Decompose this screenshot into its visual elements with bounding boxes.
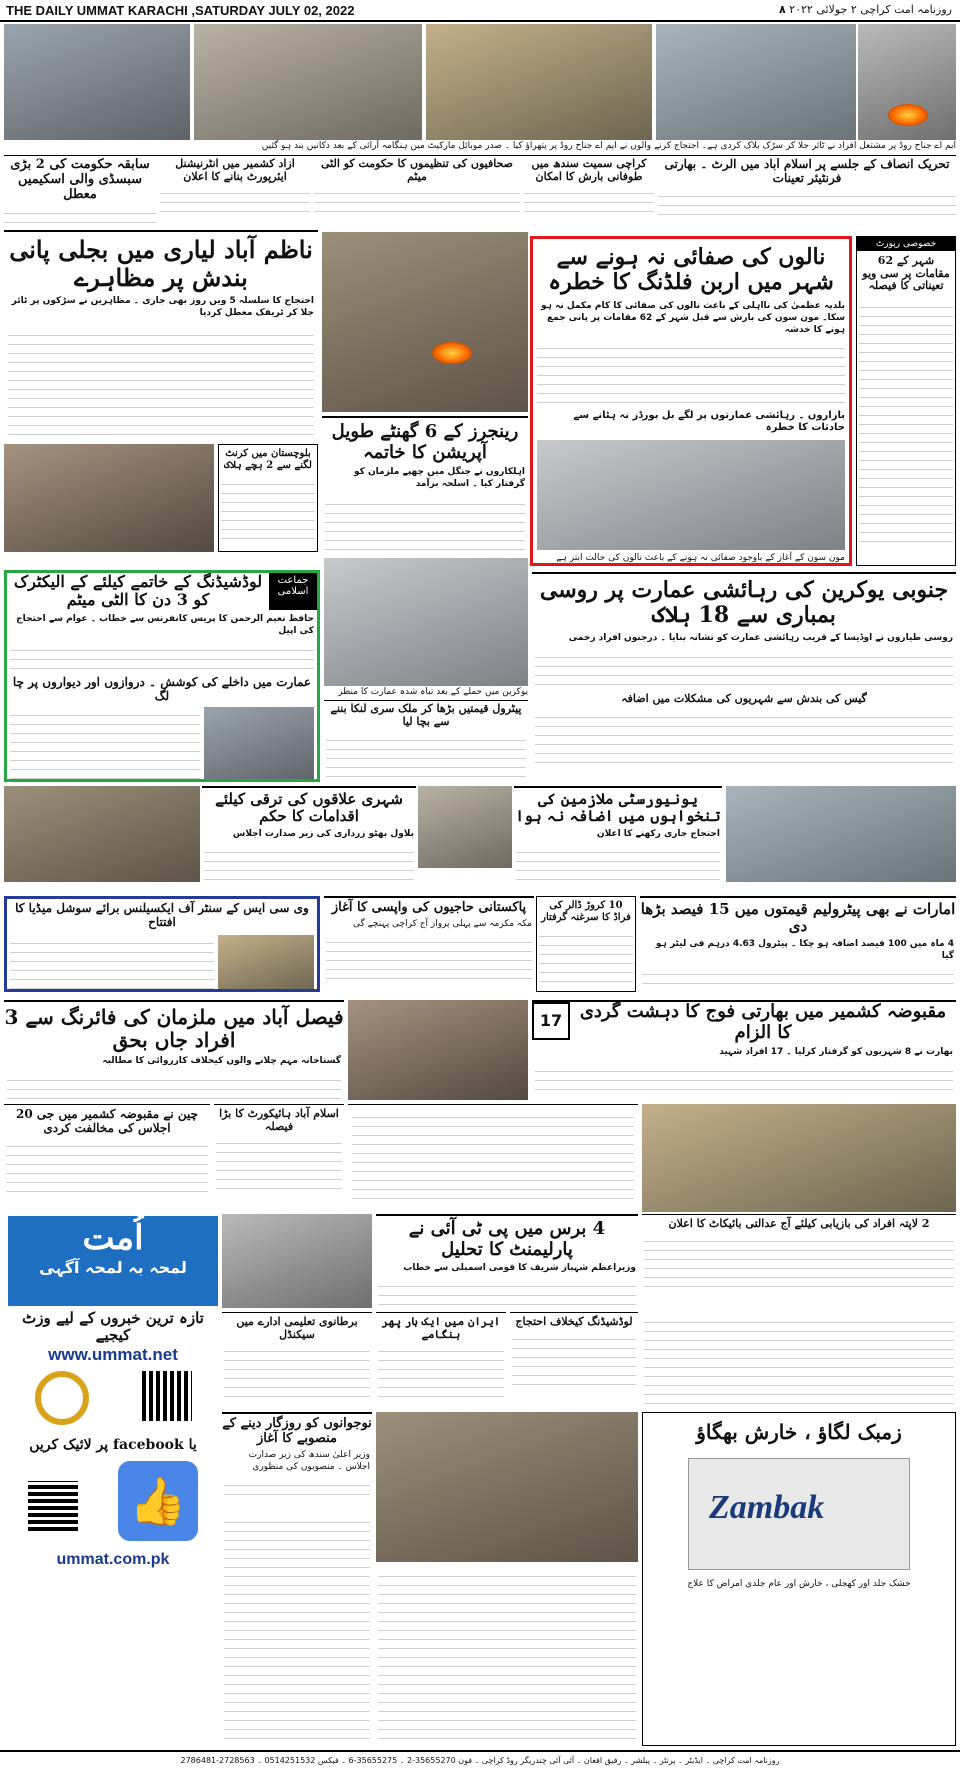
side-headline: گیس کی بندش سے شہریوں کی مشکلات میں اضافہ xyxy=(621,691,867,705)
headline: شہری علاقوں کی ترقی کیلئے اقدامات کا حکم xyxy=(215,790,403,826)
headline: رینجرز کے 6 گھنٹے طویل آپریشن کا خاتمہ xyxy=(331,421,519,463)
ummat-ad-body xyxy=(8,1310,218,1746)
photo-destroyed-building xyxy=(324,558,528,686)
headline: 4 برس میں پی ٹی آئی نے پارلیمنٹ کا تحلیل xyxy=(408,1218,606,1260)
story-body xyxy=(859,299,953,549)
photo-protest-3 xyxy=(426,24,652,140)
story-kashmir xyxy=(532,1000,956,1100)
thumbs-up-icon: 👍 xyxy=(118,1461,198,1541)
short-story-subsidy: سابقہ حکومت کی 2 بڑی سبسڈی والی اسکیمیں معطل xyxy=(4,158,156,226)
story-petrol-srilanka: پیٹرول قیمتیں بڑھا کر ملک سری لنکا بننے سے بچا لیا xyxy=(324,700,528,782)
photo-bilawal xyxy=(418,786,512,868)
story-market xyxy=(348,1104,638,1210)
headline: فیصل آباد میں ملزمان کی فائرنگ سے 3 افراد جاں بحق xyxy=(4,1005,344,1052)
story-lower-right xyxy=(642,1312,956,1408)
zambak-title: زمبک لگاؤ ، خارش بھگاؤ xyxy=(696,1420,902,1444)
photo-ceremony xyxy=(218,935,314,991)
story-power-protest xyxy=(4,230,318,440)
photo-cattle-market xyxy=(348,1000,528,1100)
masthead xyxy=(0,0,960,22)
subheadline: 4 ماہ میں 100 فیصد اضافہ ہو چکا ۔ پیٹرول 4.63 درہم فی لیٹر ہو گیا xyxy=(655,938,954,961)
story-bilawal xyxy=(202,786,416,882)
subheadline: بھارت نے 8 شہریوں کو گرفتار کرلیا ۔ 17 افراد شہید xyxy=(719,1047,953,1058)
qr-code-icon xyxy=(28,1481,78,1531)
story-ihc: اسلام آباد ہائیکورٹ کا بڑا فیصلہ xyxy=(214,1104,344,1210)
page-number: ۸ xyxy=(778,3,786,16)
story-jamaat-ultimatum xyxy=(4,570,320,782)
subheadline: مکہ مکرمہ سے پہلی پرواز آج کراچی پہنچے گی xyxy=(352,918,532,929)
story-loadshedding: لوڈشیڈنگ کیخلاف احتجاج xyxy=(510,1312,638,1408)
story-urban-flooding xyxy=(530,236,852,566)
divider xyxy=(4,155,956,156)
zambak-caption: خشک جلد اور کھجلی ، خارش اور عام جلدی امراض کا علاج xyxy=(687,1579,911,1589)
short-story-pti-rally: تحریک انصاف کے جلسے پر اسلام آباد میں الرٹ ۔ بھارتی فرنٹیئر تعینات xyxy=(658,158,956,226)
story-iran: ایران میں ایک بار پھر ہنگامے xyxy=(376,1312,506,1408)
photo-protest-1 xyxy=(4,24,190,140)
subheadline: حافظ نعیم الرحمن کا پریس کانفرنس سے خطاب ۔ عوام سے احتجاج کی اپیل xyxy=(16,613,314,636)
headline: شہر کے 62 مقامات پر سی ویو تعیناتی کا فیصلہ xyxy=(862,254,950,293)
subheadline: اہلکاروں نے جنگل میں چھپے ملزمان کو گرفتار کیا ۔ اسلحہ برآمد xyxy=(353,467,525,490)
photo-group xyxy=(222,1214,372,1308)
story-china-g20: چین نے مقبوضہ کشمیر میں جی 20 اجلاس کی مخالفت کردی xyxy=(4,1104,210,1210)
zambak-tube xyxy=(688,1458,910,1570)
fire-icon xyxy=(888,104,928,126)
short-story-rain: کراچی سمیت سندھ میں طوفانی بارش کا امکان xyxy=(524,158,654,226)
story-hajj xyxy=(324,896,534,992)
subheadline: احتجاج کا سلسلہ 5 ویں روز بھی جاری ۔ مظاہرین نے سڑکوں پر ٹائر جلا کر ٹریفک معطل کردیا xyxy=(11,296,314,319)
story-body xyxy=(325,496,525,556)
story-body xyxy=(10,707,200,782)
story-body xyxy=(8,327,314,440)
side-headline: عمارت میں داخلے کی کوشش ۔ دروازوں اور دیواروں پر چا لگ xyxy=(12,674,312,703)
headline: ناظم آباد لیاری میں بجلی پانی بندش پر مظاہرے xyxy=(9,235,313,292)
subheadline: بلدیہ عظمیٰ کی نااہلی کے باعث نالوں کی صفائی کا کام مکمل نہ ہو سکا۔ مون سون کی بارش سے قبل شہر کے 62 مقامات پر پانی جمع ہونے کا خدشہ xyxy=(541,300,845,335)
headline: یونیورسٹی ملازمین کی تنخواہوں میں اضافہ نہ ہوا xyxy=(515,790,721,826)
story-body xyxy=(535,709,953,769)
subheadline: وزیر اعلیٰ سندھ کی زیر صدارت اجلاس ۔ منصوبوں کی منظوری xyxy=(248,1449,370,1472)
subheadline: روسی طیاروں نے اوڈیسا کے قریب رہائشی عمارت کو نشانہ بنایا ۔ درجنوں افراد زخمی xyxy=(568,632,953,643)
subheadline: گستاخانہ مہم چلانے والوں کیخلاف کارروائی کا مطالبہ xyxy=(102,1056,341,1066)
ummat-ad-logo xyxy=(8,1216,218,1306)
photo-nullah xyxy=(537,440,845,550)
photo-media-crowd xyxy=(376,1412,638,1562)
section-tag: جماعت اسلامی xyxy=(269,573,317,610)
side-headline: بازاروں ۔ رہائشی عمارتوں پر لگے بل بورڈز نہ ہٹانے سے حادثات کا خطرہ xyxy=(573,409,845,433)
photo-protest-center xyxy=(322,232,528,412)
headline: امارات نے بھی پیٹرولیم قیمتوں میں 15 فیصد بڑھا دی xyxy=(640,900,956,936)
story-uk: برطانوی تعلیمی ادارے میں سیکنڈل xyxy=(222,1312,372,1408)
story-rangers xyxy=(322,416,528,556)
zambak-ad xyxy=(642,1412,956,1746)
headline: مقبوضہ کشمیر میں بھارتی فوج کا دہشت گردی کا الزام xyxy=(579,1001,947,1043)
story-faisalabad xyxy=(4,1000,344,1100)
story-bottom-left xyxy=(222,1512,372,1746)
story-body xyxy=(535,649,953,689)
newspaper-title: THE DAILY UMMAT KARACHI ,SATURDAY JULY 02, 2022 xyxy=(6,3,355,18)
zambak-brand: Zambak xyxy=(709,1489,825,1526)
headline: نالوں کی صفائی نہ ہونے سے شہر میں اربن فلڈنگ کا خطرہ xyxy=(548,244,834,296)
magnifier-icon xyxy=(35,1371,89,1425)
section-tag: خصوصی رپورٹ xyxy=(857,237,955,251)
story-body xyxy=(10,642,314,672)
short-story-airport: آزاد کشمیر میں انٹرنیشنل ایئرپورٹ بنانے کا اعلان xyxy=(160,158,310,226)
newspaper-title-urdu: روزنامہ امت کراچی ۲ جولائی ۲۰۲۲ ۸ xyxy=(778,3,952,16)
story-gulzar xyxy=(514,786,722,882)
subheadline: احتجاج جاری رکھنے کا اعلان xyxy=(596,828,720,839)
story-missing-persons: 2 لاپتہ افراد کی بازیابی کیلئے آج عدالتی بائیکاٹ کا اعلان xyxy=(642,1214,956,1308)
photo-protest-4 xyxy=(656,24,856,140)
headline: پاکستانی حاجیوں کی واپسی کا آغاز xyxy=(331,900,527,915)
photo-meeting xyxy=(4,444,214,552)
qr-code-icon xyxy=(142,1371,192,1421)
story-pti-parliament xyxy=(376,1214,638,1308)
photo-maryam xyxy=(726,786,956,882)
photo-protest-2 xyxy=(194,24,422,140)
story-youth xyxy=(222,1412,372,1508)
photo-caption: مون سون کے آغاز کے باوجود صفائی نہ ہونے کے باعث نالوں کی حالت ابتر ہے xyxy=(556,552,845,563)
photo-caption: یوکرین میں حملے کے بعد تباہ شدہ عمارت کا منظر xyxy=(338,687,528,697)
ummat-visit-text: تازہ ترین خبروں کے لیے وزٹ کیجیے xyxy=(22,1310,204,1345)
short-story-journalists: صحافیوں کی تنظیموں کا حکومت کو الٹی میٹم xyxy=(314,158,520,226)
story-uae-petrol xyxy=(640,896,956,992)
photo-police-mosque xyxy=(642,1104,956,1212)
headline: نوجوانوں کو روزگار دینے کے منصوبے کا آغاز xyxy=(222,1416,372,1446)
story-social-media-center xyxy=(4,896,320,992)
casualty-badge: 17 xyxy=(532,1002,570,1040)
headline: لوڈشیڈنگ کے خاتمے کیلئے کے الیکٹرک کو 3 دن کا الٹی میٹم xyxy=(13,572,263,610)
ummat-url[interactable]: www.ummat.net xyxy=(48,1344,178,1364)
story-body xyxy=(537,340,845,406)
headline: جنوبی یوکرین کی رہائشی عمارت پر روسی بمباری سے 18 ہلاک xyxy=(539,577,949,629)
headline: وی سی ایس کے سنٹر آف ایکسیلنس برائے سوشل میڈیا کا افتتاح xyxy=(15,901,309,929)
story-ukraine xyxy=(532,572,956,782)
story-fraud: 10 کروڑ ڈالر کی فراڈ کا سرغنہ گرفتار xyxy=(536,896,636,992)
subheadline: بلاول بھٹو زرداری کی زیر صدارت اجلاس xyxy=(232,828,414,839)
photo-speakers xyxy=(204,707,314,782)
facebook-url[interactable]: ummat.com.pk xyxy=(56,1550,170,1568)
subheadline: وزیراعظم شہباز شریف کا قومی اسمبلی سے خطاب xyxy=(403,1263,636,1274)
top-photo-caption: ایم اے جناح روڈ پر مشتعل افراد نے ٹائر جلا کر سڑک بلاک کردی ہے۔ احتجاج کرنے والوں نے ایم اے جناح روڈ پر پتھراؤ کیا ۔ صدر موبائل مارکیٹ میں ہنگامہ آرائی کے بعد دکانیں بند ہو گئیں xyxy=(261,141,956,151)
ummat-logo: اُمت xyxy=(82,1218,144,1258)
story-billboards xyxy=(856,236,956,566)
photo-crowd xyxy=(4,786,200,882)
fire-icon xyxy=(432,342,472,364)
ummat-slogan: لمحہ بہ لمحہ آگہی xyxy=(39,1258,187,1277)
story-bottom-center xyxy=(376,1566,638,1746)
footer-imprint: روزنامہ امت کراچی ۔ ایڈیٹر ۔ پرنٹر ۔ پبلشر ۔ رفیق افغان ۔ آئی آئی چندریگر روڈ کراچی ۔ فون 35655270-2 ۔ 35655275-6 ۔ فیکس 0514251532 ۔ 2728563-2786481 xyxy=(0,1750,960,1771)
story-short-left: بلوچستان میں کرنٹ لگنے سے 2 بچے ہلاک xyxy=(218,444,318,552)
photo-protest-5 xyxy=(858,24,956,140)
facebook-text: یا facebook پر لائیک کریں xyxy=(29,1436,197,1453)
